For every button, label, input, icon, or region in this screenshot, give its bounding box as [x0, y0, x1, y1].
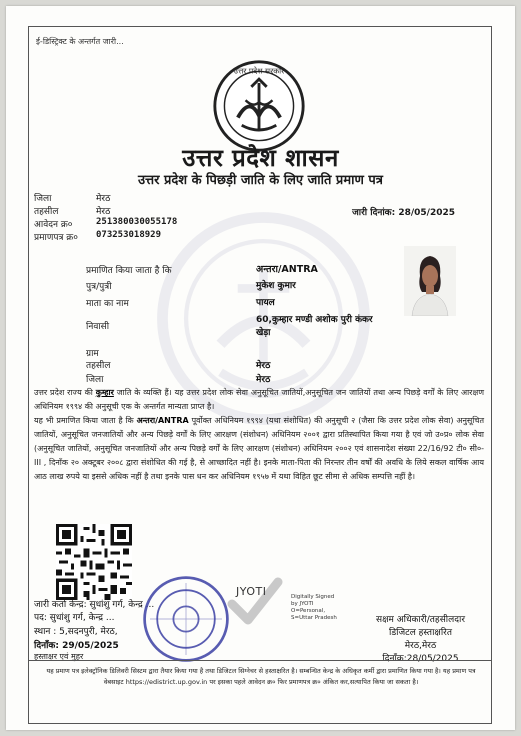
detail-label-village: ग्राम	[86, 349, 99, 359]
detail-value-address: 60,कुम्हार मण्डी अशोक पुरी कंकर	[256, 315, 373, 325]
header-note: ई-डिस्ट्रिक्ट के अन्तर्गत जारी...	[36, 37, 124, 46]
issuer-sign-label: हस्ताक्षर एवं मुहर	[34, 652, 84, 661]
detail-label-certified: प्रमाणित किया जाता है कि	[86, 266, 172, 276]
qr-code-icon	[56, 524, 132, 600]
application-number-value: 251380030055178	[96, 217, 178, 227]
authority-date: दिनाँक:28/05/2025	[382, 654, 459, 664]
applicant-photo	[404, 246, 456, 316]
caste-paragraph	[34, 386, 484, 414]
application-number-label: आवेदन क्र०	[34, 220, 73, 230]
emblem-text: उत्तर प्रदेश सरकार	[233, 66, 285, 76]
detail-value-father: मुकेश कुमार	[256, 281, 296, 291]
issuer-post: पद: सुधांशु गर्ग, केन्द्र ...	[34, 613, 115, 623]
up-government-emblem-icon	[211, 58, 307, 154]
issuer-center: जारी कर्ता केन्द्र: सुधांशु गर्ग, केन्द्र ...	[34, 600, 155, 610]
tehsil-value: मेरठ	[96, 207, 111, 217]
issue-date	[352, 205, 455, 218]
detail-label-mother: माता का नाम	[86, 299, 129, 309]
authority-place: मेरठ,मेरठ	[404, 641, 437, 651]
district-label: जिला	[34, 194, 52, 204]
detail-value-name: अन्तरा/ANTRA	[256, 264, 318, 275]
certification-name: अन्तरा/ANTRA	[136, 416, 189, 425]
issuer-place: स्थान : 5,सदनपुरी, मेरठ,	[34, 627, 118, 637]
digital-signature-text: Digitally Signed by JYOTI O=Personal, S=Uttar Pradesh	[291, 594, 337, 621]
detail-value-mother: पायल	[256, 298, 275, 308]
certificate-number-value: 073253018929	[96, 230, 162, 240]
footer-note: यह प्रमाण पत्र इलेक्ट्रॉनिक डिलिवरी सिस्टम द्वारा तैयार किया गया है तथा डिजिटल सिग्नेचर से हस्ताक्षरित है। सम्बन्धित केन्द्र के अधिकृत कर्मी द्वारा प्रमाणित किया गया है। यह प्रमाण पत्र वेबसाइट https://edistrict.up.gov.in पर इसका पहले आवेदन क्र० फिर प्रमाणपत्र क्र० अंकित कर,सत्यापित किया जा सकता है।	[46, 667, 476, 686]
certification-paragraph-pre: यह भी प्रमाणित किया जाता है कि	[34, 416, 134, 425]
government-title: उत्तर प्रदेश शासन	[182, 144, 339, 172]
detail-value-tehsil: मेरठ	[256, 361, 271, 371]
district-value: मेरठ	[96, 194, 111, 204]
certification-paragraph-post: पूर्वोक्त अधिनियम १९९४ (यथा संशोधित) की अनुसूची २ (जैसा कि उत्तर प्रदेश लोक सेवा) अनुसूचित जातियों, अनुसूचित जनजातियों और अन्य पिछड़े वर्गों के लिए आरक्षण (संशोधन) अधिनियम २००१ द्वारा प्रतिस्थापित किया गया है एवं जो उ०प्र० लोक सेवा (अनुसूचित जातियों, अनुसूचित जनजातियों और अन्य पिछड़े वर्गों के लिए आरक्षण (संशोधन) अधिनियम २००२ एवं शासनादेश संख्या 22/16/92 टी० सी०-III , दिनाँक २० अक्टूबर २००८ द्वारा संशोधित की गई है, से आच्छादित नहीं है। इनके माता-पिता की निरन्तर तीन वर्षों की अवधि के लिये सकल वार्षिक आय आठ लाख रुपये या इससे अधिक नहीं है तथा इनके पास धन कर अधिनियम १९५७ में यथा विहित छूट सीमा से अधिक सम्पत्ति नहीं है।	[34, 416, 485, 481]
certificate-page	[6, 6, 515, 730]
detail-value-district: मेरठ	[256, 375, 271, 385]
detail-label-child-of: पुत्र/पुत्री	[86, 282, 112, 292]
issuer-date: दिनाँक: 29/05/2025	[34, 641, 119, 651]
detail-label-district: जिला	[86, 375, 104, 385]
caste-paragraph-pre: उत्तर प्रदेश राज्य की	[34, 388, 93, 397]
detail-value-address-line2: खेड़ा	[256, 328, 271, 338]
tehsil-label: तहसील	[34, 207, 59, 217]
detail-label-tehsil: तहसील	[86, 361, 111, 371]
caste-paragraph-post: जाति के व्यक्ति हैं। यह उत्तर प्रदेश लोक सेवा अनुसूचित जातियों,अनुसूचित जन जातियों तथा अन्य पिछड़े वर्गों के लिए आरक्षण अधिनियम १९९४ की अनुसूची एक के अन्तर्गत मान्यता प्राप्त है।	[34, 388, 484, 411]
caste-name: कुम्हार	[95, 388, 114, 397]
footer-divider	[28, 660, 492, 661]
detail-label-resident: निवासी	[86, 322, 110, 332]
issue-date-label: जारी दिनांक:	[352, 208, 396, 218]
certificate-title: उत्तर प्रदेश के पिछड़ी जाति के लिए जाति प्रमाण पत्र	[138, 173, 383, 188]
issue-date-value: 28/05/2025	[398, 208, 455, 218]
digital-signer-name: JYOTI	[236, 585, 267, 598]
authority-signed: डिजिटल हस्ताक्षरित	[389, 628, 452, 638]
certificate-number-label: प्रमाणपत्र क्र०	[34, 233, 78, 243]
certification-paragraph	[34, 414, 484, 484]
authority-title: सक्षम अधिकारी/तहसीलदार	[375, 615, 466, 625]
